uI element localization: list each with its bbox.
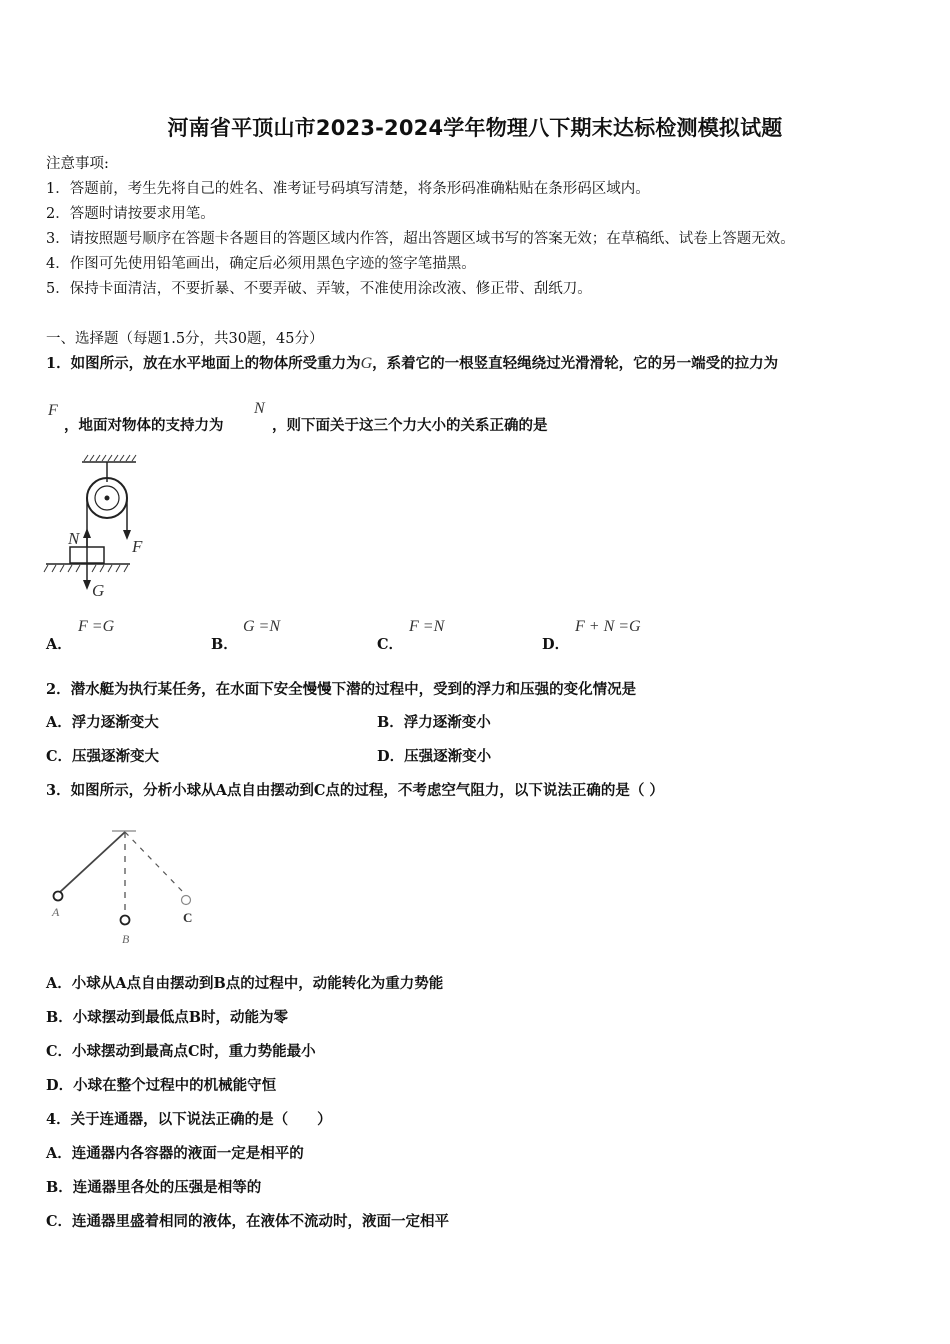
q2-option-b: B．浮力逐渐变小: [377, 714, 491, 731]
q1-text: ，系着它的一根竖直轻绳绕过光滑滑轮，它的另一端受的拉力为: [372, 355, 779, 372]
q1-option-b-letter: B．: [211, 636, 238, 653]
q1-option-d-letter: D．: [542, 636, 570, 653]
notice-item: 3．请按照题号顺序在答题卡各题目的答题区域内作答，超出答题区域书写的答案无效；在草稿纸、试卷上答题无效。: [46, 231, 795, 247]
q1-option-c-letter: C．: [377, 636, 404, 653]
q1-text: ，则下面关于这三个力大小的关系正确的是: [272, 417, 548, 434]
question-4-stem: 4．关于连通器，以下说法正确的是（ ）: [46, 1111, 332, 1128]
label-g: G: [92, 581, 105, 600]
q1-option-c-expr: F =N: [409, 618, 445, 635]
section-heading: 一、选择题（每题1.5分，共30题，45分）: [46, 331, 324, 347]
q2-option-a: A．浮力逐渐变大: [46, 714, 159, 731]
notice-heading: 注意事项:: [46, 156, 109, 172]
label-c: C: [183, 910, 193, 925]
q1-text: ，地面对物体的支持力为: [64, 417, 224, 434]
notice-item: 5．保持卡面清洁，不要折暴、不要弄破、弄皱，不准使用涂改液、修正带、刮纸刀。: [46, 281, 592, 297]
q1-symbol-f: F: [48, 402, 58, 419]
q2-option-c: C．压强逐渐变大: [46, 748, 160, 765]
label-a: A: [52, 905, 60, 919]
q4-option-a: A．连通器内各容器的液面一定是相平的: [46, 1145, 304, 1162]
q1-symbol-g: G: [360, 355, 373, 372]
pulley-diagram: [40, 452, 160, 602]
q1-option-a-letter: A．: [46, 636, 72, 653]
q3-option-b: B．小球摆动到最低点B时，动能为零: [46, 1009, 289, 1026]
page-title: 河南省平顶山市2023-2024学年物理八下期末达标检测模拟试题: [167, 116, 783, 140]
q3-option-d: D．小球在整个过程中的机械能守恒: [46, 1077, 277, 1094]
notice-item: 4．作图可先使用铅笔画出，确定后必须用黑色字迹的签字笔描黑。: [46, 256, 476, 272]
notice-item: 2．答题时请按要求用笔。: [46, 206, 215, 222]
q4-option-b: B．连通器里各处的压强是相等的: [46, 1179, 262, 1196]
notice-item: 1．答题前，考生先将自己的姓名、准考证号码填写清楚，将条形码准确粘贴在条形码区域内。: [46, 181, 650, 197]
q3-option-c: C．小球摆动到最高点C时，重力势能最小: [46, 1043, 316, 1060]
q1-text: 1．如图所示，放在水平地面上的物体所受重力为: [46, 355, 361, 372]
q2-option-d: D．压强逐渐变小: [377, 748, 492, 765]
label-f: F: [132, 537, 143, 556]
q1-option-d-expr: F + N =G: [575, 618, 641, 635]
label-b: B: [122, 932, 130, 946]
q1-option-b-expr: G =N: [243, 618, 281, 635]
pendulum-diagram: [40, 822, 210, 950]
question-2-stem: 2．潜水艇为执行某任务，在水面下安全慢慢下潜的过程中，受到的浮力和压强的变化情况是: [46, 681, 637, 698]
label-n: N: [68, 529, 80, 548]
q1-symbol-n: N: [254, 400, 265, 417]
question-1-stem-line1: [46, 352, 778, 373]
q3-option-a: A．小球从A点自由摆动到B点的过程中，动能转化为重力势能: [46, 975, 444, 992]
q1-option-a-expr: F =G: [78, 618, 115, 635]
question-3-stem: 3．如图所示，分析小球从A点自由摆动到C点的过程，不考虑空气阻力，以下说法正确的是（ ）: [46, 782, 664, 799]
q4-option-c: C．连通器里盛着相同的液体，在液体不流动时，液面一定相平: [46, 1213, 450, 1230]
